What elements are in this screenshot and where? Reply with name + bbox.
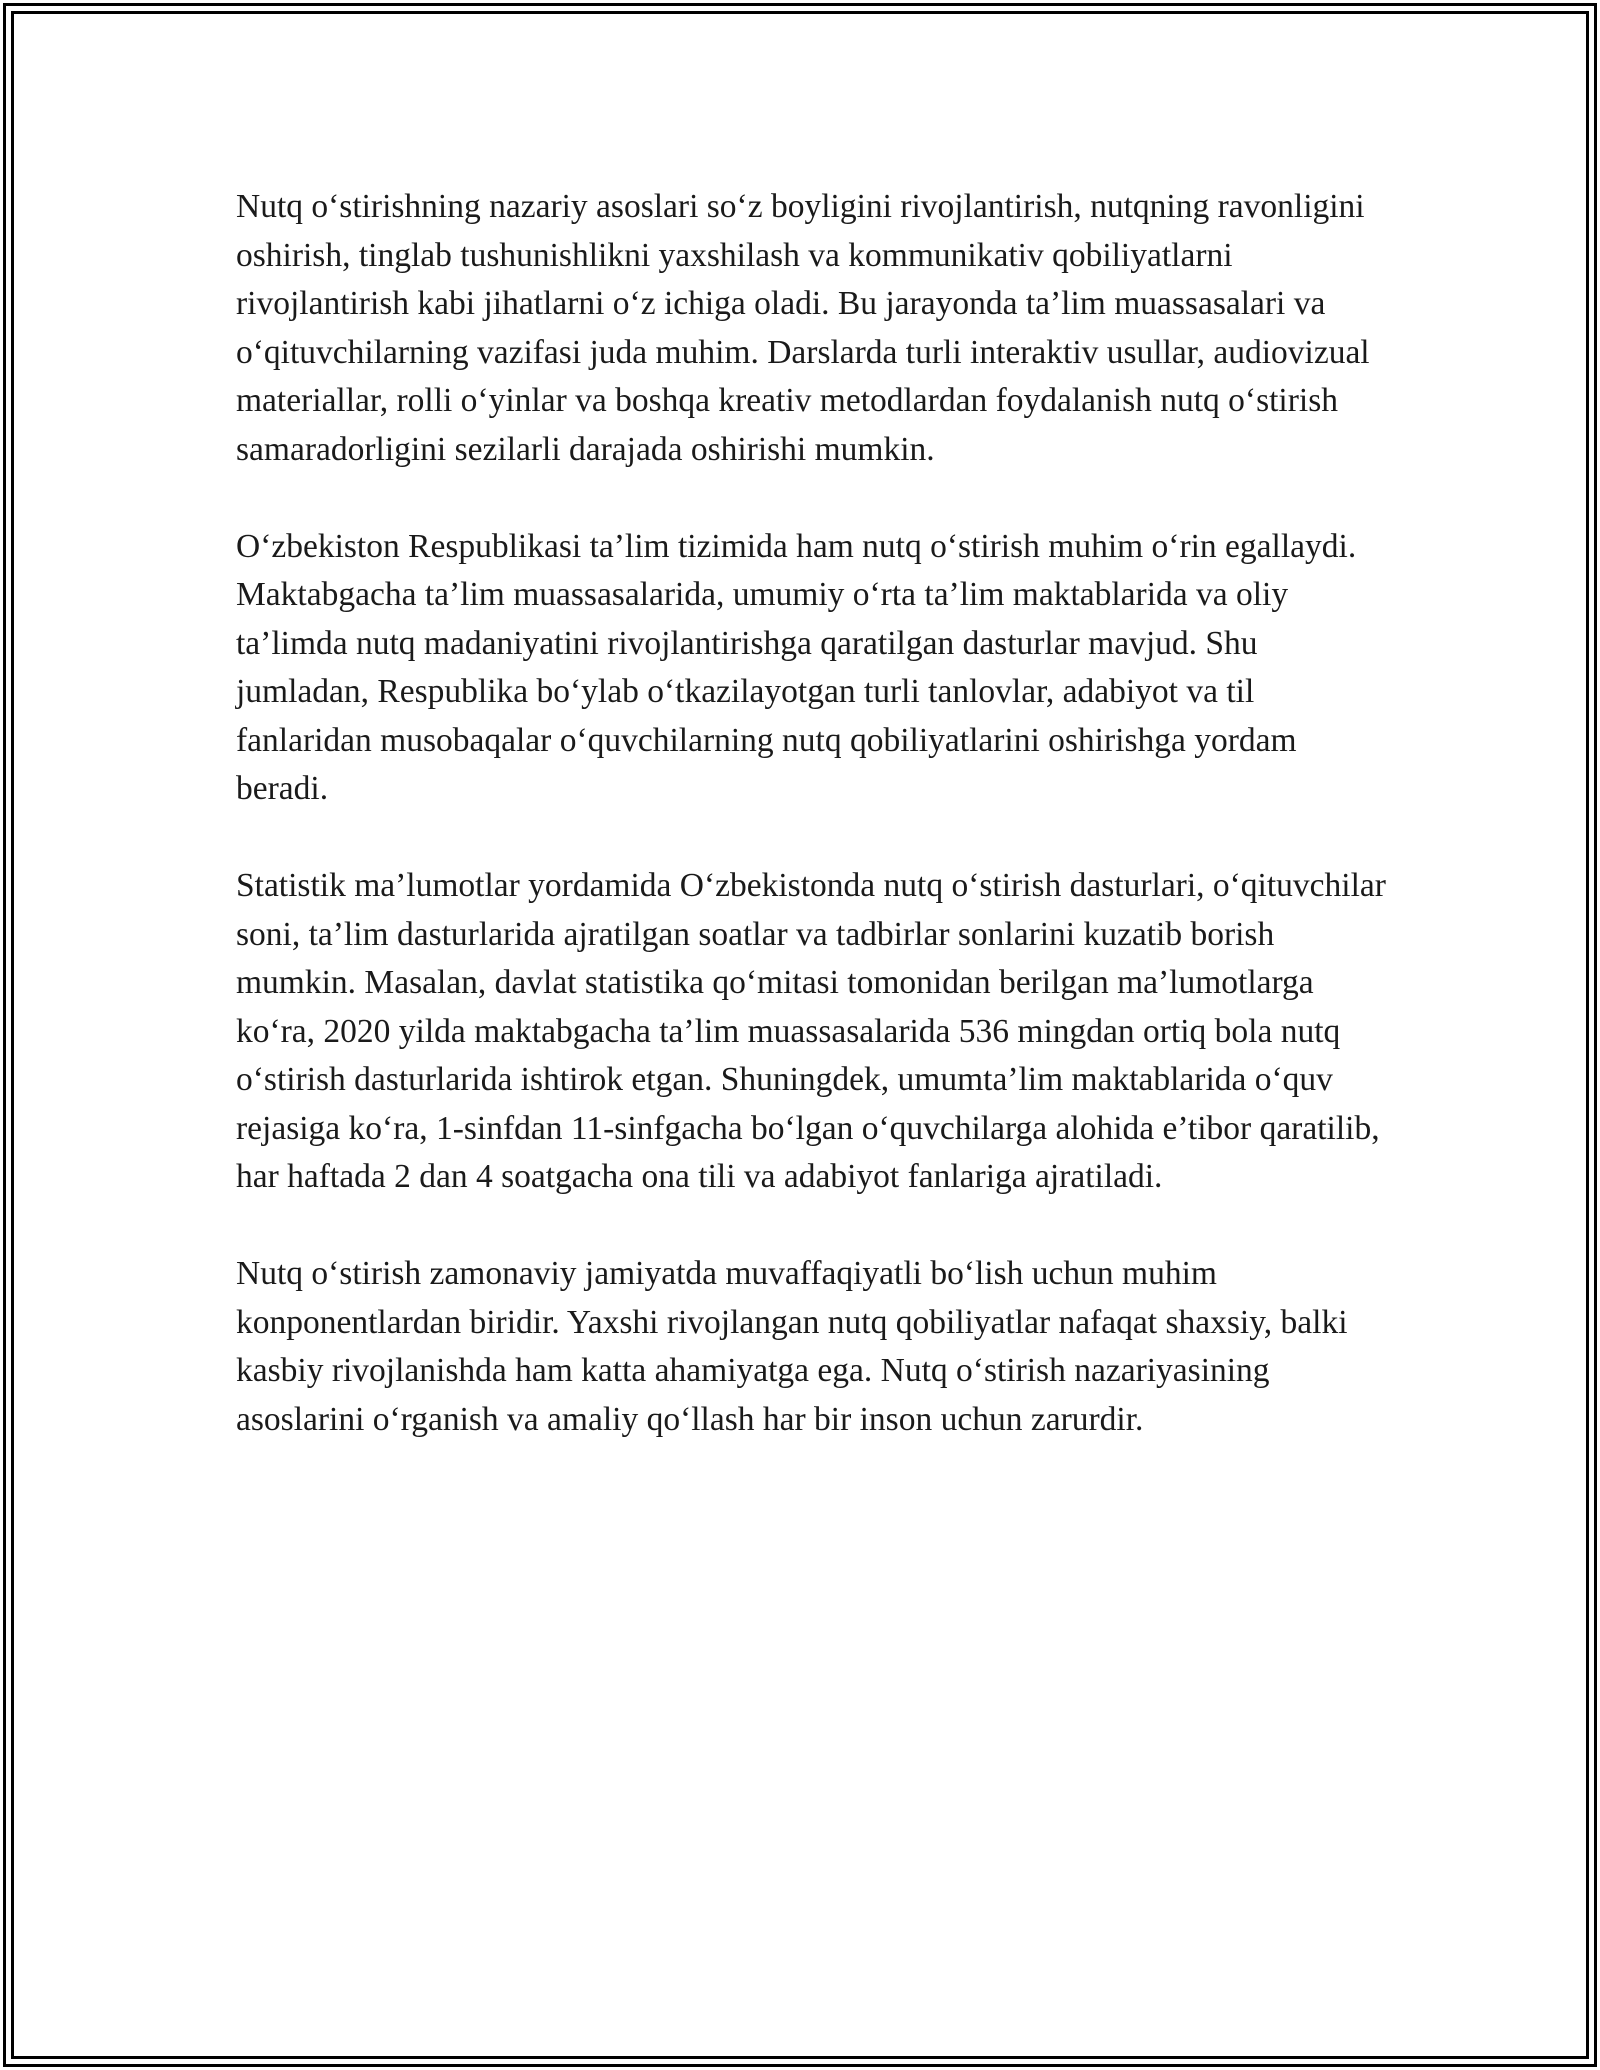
paragraph-2: O‘zbekiston Respublikasi ta’lim tizimida ham nutq o‘stirish muhim o‘rin egallaydi. Maktabgacha ta’lim muassasalarida, umumiy o‘rta ta’lim maktablarida va oliy ta’limda nutq madaniyatini rivojlantirishga qaratilgan dasturlar mavjud. Shu jumladan, Respublika bo‘ylab o‘tkazilayotgan turli tanlovlar, adabiyot va til fanlaridan musobaqalar o‘quvchilarning nutq qobiliyatlarini oshirishga yordam beradi. (236, 527, 1357, 807)
document-body (236, 183, 1386, 1493)
paragraph-3: Statistik ma’lumotlar yordamida O‘zbekistonda nutq o‘stirish dasturlari, o‘qituvchilar soni, ta’lim dasturlarida ajratilgan soatlar va tadbirlar sonlarini kuzatib borish mumkin. Masalan, davlat statistika qo‘mitasi tomonidan berilgan ma’lumotlarga ko‘ra, 2020 yilda maktabgacha ta’lim muassasalarida 536 mingdan ortiq bola nutq o‘stirish dasturlarida ishtirok etgan. Shuningdek, umumta’lim maktablarida o‘quv rejasiga ko‘ra, 1-sinfdan 11-sinfgacha bo‘lgan o‘quvchilarga alohida e’tibor qaratilib, har haftada 2 dan 4 soatgacha ona tili va adabiyot fanlariga ajratiladi. (236, 867, 1386, 1195)
paragraph-4: Nutq o‘stirish zamonaviy jamiyatda muvaffaqiyatli bo‘lish uchun muhim konponentlardan biridir. Yaxshi rivojlangan nutq qobiliyatlar nafaqat shaxsiy, balki kasbiy rivojlanishda ham katta ahamiyatga ega. Nutq o‘stirish nazariyasining asoslarini o‘rganish va amaliy qo‘llash har bir inson uchun zarurdir. (236, 1255, 1348, 1438)
paragraph-1: Nutq o‘stirishning nazariy asoslari so‘z boyligini rivojlantirish, nutqning ravonligini oshirish, tinglab tushunishlikni yaxshilash va kommunikativ qobiliyatlarni rivojlantirish kabi jihatlarni o‘z ichiga oladi. Bu jarayonda ta’lim muassasalari va o‘qituvchilarning vazifasi juda muhim. Darslarda turli interaktiv usullar, audiovizual materiallar, rolli o‘yinlar va boshqa kreativ metodlardan foydalanish nutq o‘stirish samaradorligini sezilarli darajada oshirishi mumkin. (236, 188, 1370, 468)
